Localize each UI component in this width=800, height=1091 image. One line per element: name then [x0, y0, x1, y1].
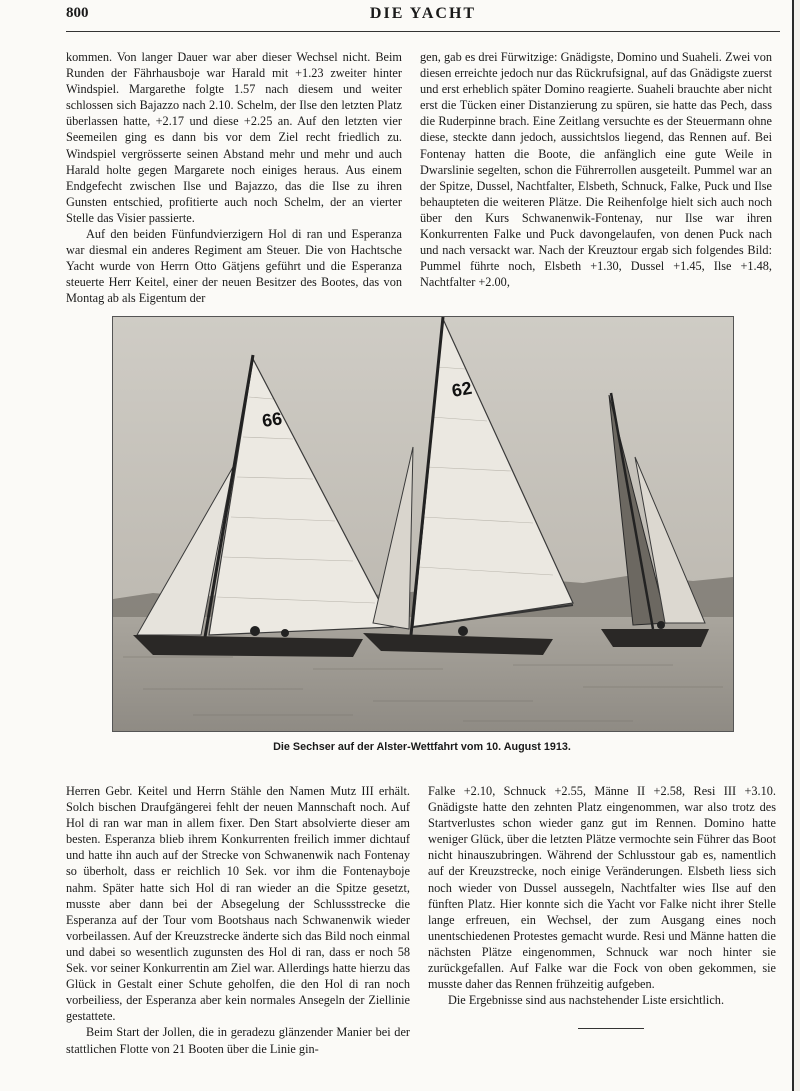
sail-number-62: 62: [450, 377, 474, 401]
paragraph: Die Ergebnisse sind aus nachstehender Liste ersichtlich.: [448, 993, 725, 1008]
column-bottom-left: [66, 783, 410, 1057]
page-header: [66, 5, 780, 32]
sail-number-66: 66: [260, 408, 284, 431]
end-rule: [578, 1028, 644, 1029]
column-top-left: [66, 49, 402, 307]
paragraph: Beim Start der Jollen, die in geradezu glänzender Manier bei der stattlichen Flotte von 21 Booten über die Linie gin-: [66, 1025, 410, 1056]
running-title: DIE YACHT: [369, 5, 477, 22]
photo-caption: Die Sechser auf der Alster-Wettfahrt vom 10. August 1913.: [273, 741, 571, 753]
paragraph: gen, gab es drei Fürwitzige: Gnädigste, Domino und Suaheli. Zwei von diesen erreichte jedoch nur das Rückrufsignal, auf das Gnädigste zuerst und erst erheblich später Domino reagierte. Suaheli brauchte aber nicht erst die Tücken einer Distanzierung zu spüren, sie hatte das Pech, dass die Ruderpinne brach. Eine Zeitlang versuchte es der Steuermann ohne diese, steckte dann jedoch, aussichtslos liegend, das Rennen auf. Bei Fontenay hatten die Boote, die anfänglich eine gute Weile in Dwarslinie segelten, schon die Führerrollen ausgeteilt. Pummel war an der Spitze, Dussel, Nachtfalter, Elsbeth, Schnuck, Falke, Puck und Ilse behaupteten die weiteren Plätze. Die Reihenfolge hielt sich auch noch über den Kurs Schwanenwik-Fontenay, nur Ilse war ihren Konkurrenten Falke und Puck davongelaufen, von denen Puck nach und nach versackt war. Nach der Kreuztour ergab sich folgendes Bild: Pummel führte noch, Elsbeth +1.30, Dussel +1.45, Ilse +1.48, Nachtfalter +2.00,: [420, 50, 772, 290]
paragraph: Auf den beiden Fünfundvierzigern Hol di ran und Esperanza war diesmal ein anderes Regiment am Steuer. Die von Hachtsche Yacht wurde von Herrn Otto Gätjens geführt und die Esperanza steuerte Herr Keitel, einer der neuen Besitzer des Bootes, das von Montag ab als Eigentum der: [66, 227, 402, 306]
column-top-right: [420, 49, 772, 290]
column-bottom-right: [428, 783, 776, 1008]
sailboats-illustration: [113, 317, 733, 731]
sailing-photograph: [112, 316, 734, 732]
paragraph: Falke +2.10, Schnuck +2.55, Männe II +2.58, Resi III +3.10. Gnädigste hatte den zehnten Platz eingenommen, war also trotz des Startverlustes schon wieder ganz gut im Rennen. Domino hatte weniger Glück, über die letzten Plätze vermochte sein Führer das Boot nicht hinauszubringen. Während der Schlusstour gab es, namentlich auf der Kreuzstrecke, noch einige Veränderungen. Elsbeth liess sich noch wieder von Dussel aussegeln, Nachtfalter wies Ilse auf den fünften Platz. Hier konnte sich die Yacht vor Falke nicht ihrer Stelle lange erfreuen, ein Wechsel, der zum Ausgang eines noch unentschiedenen Protestes gemacht wurde. Resi und Männe hatten die nächsten Plätze eingenommen, Schnuck war noch hinter sie zurückgefallen. Auf Falke war die Fock von oben gekommen, sie musste daher das Rennen frühzeitig aufgeben.: [428, 784, 776, 992]
paragraph: kommen. Von langer Dauer war aber dieser Wechsel nicht. Beim Runden der Fährhausboje war Harald mit +1.23 zweiter hinter Windspiel. Margarethe folgte 1.57 nach diesem und weiter schlossen sich Bajazzo nach 2.10. Schelm, der Ilse den letzten Platz überlassen hatte, +2.17 und diese +2.25 an. Auf den letzten vier Seemeilen ging es dann bis vor dem Ziel recht friedlich zu. Windspiel vergrösserte seinen Abstand mehr und mehr und auch Harald holte gegen Margarete noch einiges heraus. Aus einem Endgefecht zwischen Ilse und Bajazzo, das die Ilse zu ihren Gunsten entschied, profitierte auch noch Schelm, der an vierter Stelle das Visier passierte.: [66, 50, 402, 225]
page-number: 800: [66, 5, 89, 21]
paragraph: Herren Gebr. Keitel und Herrn Stähle den Namen Mutz III erhält. Solch bischen Draufgängerei fehlt der neuen Mannschaft noch. Auf Hol di ran war man in allem fixer. Den Start absolvierte dieser am besten. Esperanza blieb ihrem Konkurrenten freilich immer dichtauf und hatte ihn auch auf der Strecke von Schwanenwik nach Fontenay so überholt, dass er reichlich 10 Sek. vor ihm die Fontenayboje nahm. Später hatte sich Hol di ran wieder an die Spitze gesetzt, musste aber dann bei der Absegelung der Schlussstrecke die Esperanza auf der Tour vom Bootshaus nach Schwanenwik wieder vorbeilassen. Auf der Kreuzstrecke änderte sich das Bild noch einmal und dabei so wesentlich zugunsten des Hol di ran, dass er noch 58 Sek. vor seiner Konkurrentin am Ziel war. Allerdings hatte hierzu das Glück in Gestalt einer Schute geholfen, die den Hol di ran noch vorbeiliess, der Esperanza aber kein normales Ansegeln der Ziellinie gestattete.: [66, 784, 410, 1024]
